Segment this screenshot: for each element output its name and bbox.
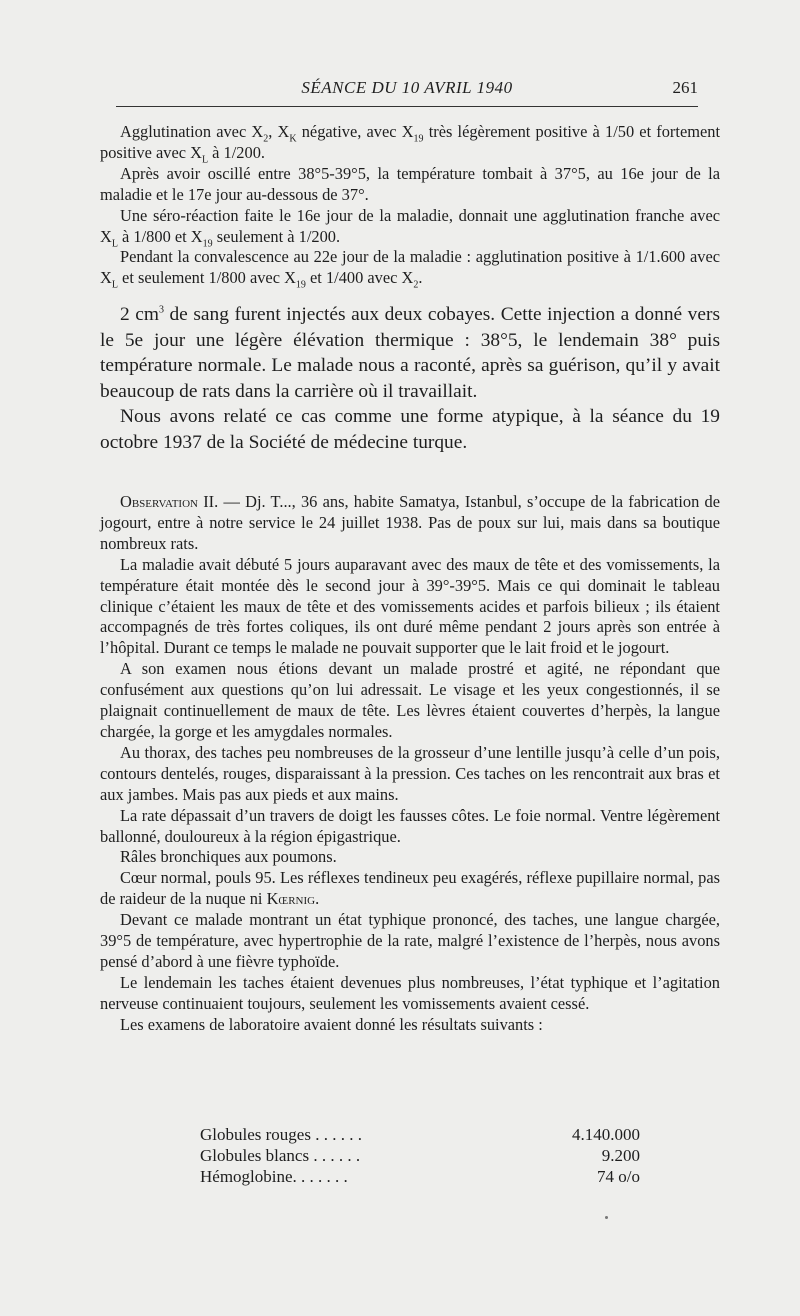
paragraph: Observation II. — Dj. T..., 36 ans, habite Samatya, Istanbul, s’occupe de la fabrication de jogourt, entre à notre service le 24 juillet 1938. Pas de poux sur lui, mais dans sa boutique nombreux rats. [100,492,720,553]
paragraph: Après avoir oscillé entre 38°5-39°5, la température tombait à 37°5, au 16e jour de la maladie et le 17e jour au-dessous de 37°. [100,163,720,204]
lab-results-table [200,1124,640,1187]
paragraph: Pendant la convalescence au 22e jour de la maladie : agglutination positive à 1/1.600 avec $X_L$ et seulement 1/800 avec $X_{19}$ et 1/400 avec $X_2$. [100,247,720,291]
paragraph: Une séro-réaction faite le 16e jour de la maladie, donnait une agglutination franche avec $X_L$ à 1/800 et $X_{19}$ seulement à 1/200. [100,205,720,249]
paragraph: 2 $cm^3$ de sang furent injectés aux deux cobayes. Cette injection a donné vers le 5e jour une légère élévation thermique : 38°5, le lendemain 38° puis température normale. Le malade nous a raconté, après sa guérison, qu’il y avait beaucoup de rats dans la carrière où il travaillait. [100,304,720,402]
paragraph: La maladie avait débuté 5 jours auparavant avec des maux de tête et des vomissements, la température était montée dès le second jour à 39°-39°5. Mais ce qui dominait le tableau clinique c’étaient les maux de tête et des vomissements acides et parfois bilieux ; ils étaient accompagnés de très fortes coliques, ils ont duré même pendant 2 jours après son entrée à l’hôpital. Durant ce temps le malade ne pouvait supporter que le lait froid et le jogourt. [100,554,720,658]
agglutination-section [100,122,720,289]
running-title: SÉANCE DU 10 AVRIL 1940 [301,78,513,97]
page-header [116,78,698,102]
paragraph: Cœur normal, pouls 95. Les réflexes tendineux peu exagérés, réflexe pupillaire normal, pas de raideur de la nuque ni Kœrnig. [100,868,720,909]
paragraph: Nous avons relaté ce cas comme une forme atypique, à la séance du 19 octobre 1937 de la Société de médecine turque. [100,406,720,453]
paragraph: Devant ce malade montrant un état typhique prononcé, des taches, une langue chargée, 39°5 de température, avec hypertrophie de la rate, malgré l’existence de l’herpès, nous avons pensé d’abord à une fièvre typhoïde. [100,910,720,971]
print-speck [605,1216,608,1219]
lab-value: 9.200 [601,1146,640,1165]
paragraph: A son examen nous étions devant un malade prostré et agité, ne répondant que confusément aux questions qu’on lui adressait. Le visage et les yeux congestionnés, il se plaignait continuellement de maux de tête. Les lèvres étaient couvertes d’herpès, la langue chargée, la gorge et les amygdales normales. [100,659,720,741]
page-number: 261 [672,78,698,97]
paragraph: Râles bronchiques aux poumons. [120,847,337,867]
header-rule [116,106,698,107]
paragraph: Le lendemain les taches étaient devenues plus nombreuses, l’état typhique et l’agitation nerveuse continuaient toujours, seulement les vomissements avaient cessé. [100,972,720,1013]
paragraph: Au thorax, des taches peu nombreuses de la grosseur d’une lentille jusqu’à celle d’un pois, contours dentelés, rouges, disparaissant à la pression. Ces taches on les rencontrait aux bras et aux jambes. Mais pas aux pieds et aux mains. [100,742,720,804]
paragraph: Agglutination avec $X_2$, $X_K$ négative, avec $X_{19}$ très légèrement positive à 1/50 et fortement positive avec $X_L$ à 1/200. [100,122,720,166]
injection-section [100,302,720,455]
lab-row [200,1166,640,1187]
lab-value: 4.140.000 [572,1125,640,1144]
lab-label: Globules rouges . . . . . . [200,1125,362,1144]
observation-ii-section [100,492,720,1036]
lab-row [200,1145,640,1166]
lab-label: Globules blancs . . . . . . [200,1146,361,1165]
lab-label: Hémoglobine. . . . . . . [200,1167,348,1186]
lab-value: 74 o/o [597,1167,640,1186]
observation-heading: Observation II. [120,492,219,511]
lab-row [200,1124,640,1145]
paragraph: La rate dépassait d’un travers de doigt les fausses côtes. Le foie normal. Ventre légèrement ballonné, douloureux à la région épigastrique. [100,805,720,846]
paragraph: Les examens de laboratoire avaient donné les résultats suivants : [120,1014,543,1034]
